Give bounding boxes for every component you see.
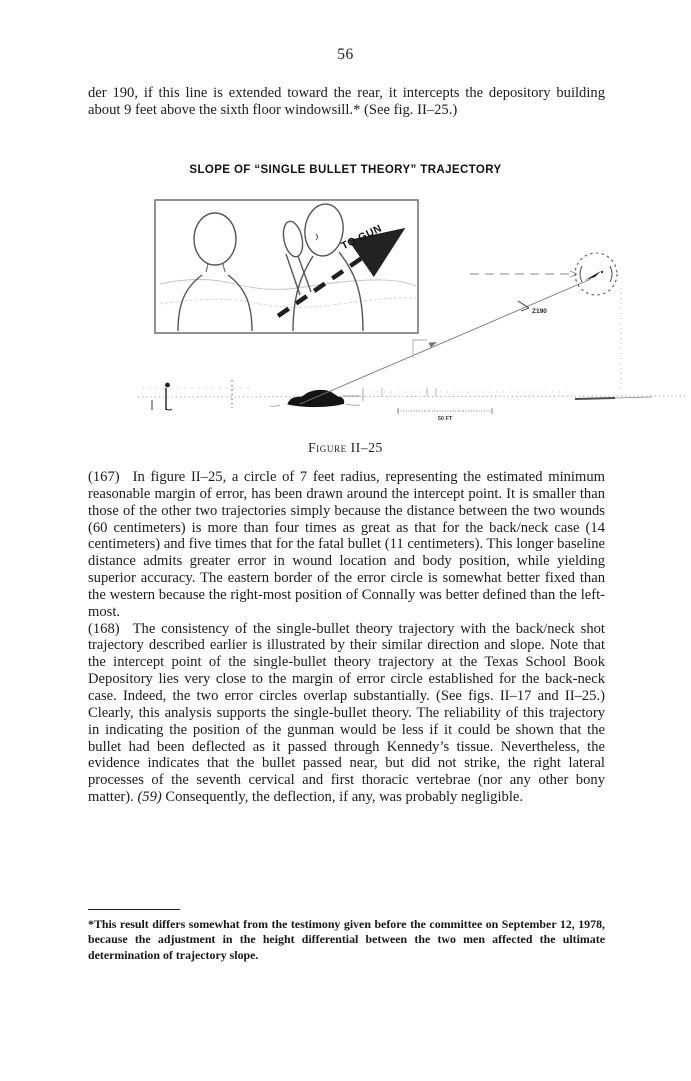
paragraph-168 bbox=[88, 621, 605, 806]
limousine-silhouette bbox=[288, 390, 344, 406]
kennedy-silhouette bbox=[280, 202, 363, 331]
connally-silhouette bbox=[178, 213, 252, 331]
inset-frame bbox=[155, 200, 418, 333]
profile-view bbox=[138, 253, 686, 422]
car-body-line bbox=[160, 298, 416, 307]
to-gun-label: TO GUN bbox=[339, 222, 384, 253]
depository-base bbox=[575, 398, 615, 399]
intro-paragraph: der 190, if this line is extended toward the rear, it intercepts the depository building about 9 feet above the sixth floor windowsill.* (See fig. II–25.) bbox=[88, 85, 605, 118]
lamp-post bbox=[165, 383, 172, 410]
building-corner bbox=[413, 340, 427, 358]
sign-mark bbox=[342, 388, 363, 401]
paragraph-body: In figure II–25, a circle of 7 feet radius, representing the estimated minimum reasonable margin of error, has been drawn around the intercept point. It is smaller than those of the other two trajectories simply because the distance between the two wounds (60 centimeters) is more than four times as great as that for the back/neck case (14 centimeters) and five times that for the fatal bullet (11 centimeters). This longer baseline distance admits greater error in wound location and body position, while yielding superior accuracy. The eastern border of the error circle is somewhat better fixed than the western because the right-most position of Connally was better defined than the left-most. bbox=[88, 469, 605, 620]
error-circle bbox=[575, 253, 617, 295]
figure-caption: Figure II–25 bbox=[308, 440, 383, 455]
paragraph-number: (167) bbox=[88, 469, 120, 485]
frame-label: Z190 bbox=[532, 308, 547, 315]
paragraph-167 bbox=[88, 469, 605, 621]
seat-line bbox=[160, 280, 416, 290]
trajectory-line bbox=[300, 279, 591, 404]
footnote-rule bbox=[88, 909, 180, 910]
paragraph-number: (168) bbox=[88, 620, 120, 637]
page-number: 56 bbox=[337, 46, 354, 63]
paragraph-body: The consistency of the single-bullet theory trajectory with the back/neck shot trajectory described earlier is illustrated by their similar direction and slope. Note that the intercept point of the single-bullet theory trajectory at the Texas School Book Depository lies very close to the margin of error circle established for the back-neck case. Indeed, the two error circles overlap substantially. (See figs. II–17 and II–25.) Clearly, this analysis supports the single-bullet theory. The reliability of this trajectory in indicating the position of the gunman would be less if it could be shown that the bullet had been deflected as it passed through Kennedy’s tissue. Nevertheless, the evidence indicates that the bullet passed near, but did not strike, the right lateral processes of the seventh cervical and first thoracic vertebrae (nor any other bony matter). bbox=[88, 620, 605, 806]
base-extension bbox=[615, 397, 652, 398]
figure-ii-25-diagram bbox=[130, 192, 690, 430]
inset-rear-view bbox=[155, 200, 418, 333]
figure-title: SLOPE OF “SINGLE BULLET THEORY” TRAJECTORY bbox=[189, 164, 502, 176]
scale-label: 50 FT bbox=[437, 416, 453, 422]
citation-59: (59) bbox=[137, 789, 162, 806]
figure-ii-25 bbox=[130, 192, 690, 430]
street-ticks bbox=[382, 387, 436, 397]
ground-line bbox=[138, 396, 686, 397]
body-text bbox=[88, 469, 605, 806]
footnote: *This result differs somewhat from the testimony given before the committee on September 12, 1978, because the adjustment in the height differential between the two men affected the ultimate determination of trajectory slope. bbox=[88, 917, 605, 962]
paragraph-body: Consequently, the deflection, if any, was probably negligible. bbox=[161, 789, 524, 806]
scale-bar bbox=[398, 408, 492, 422]
intercept-arrow bbox=[585, 271, 601, 280]
